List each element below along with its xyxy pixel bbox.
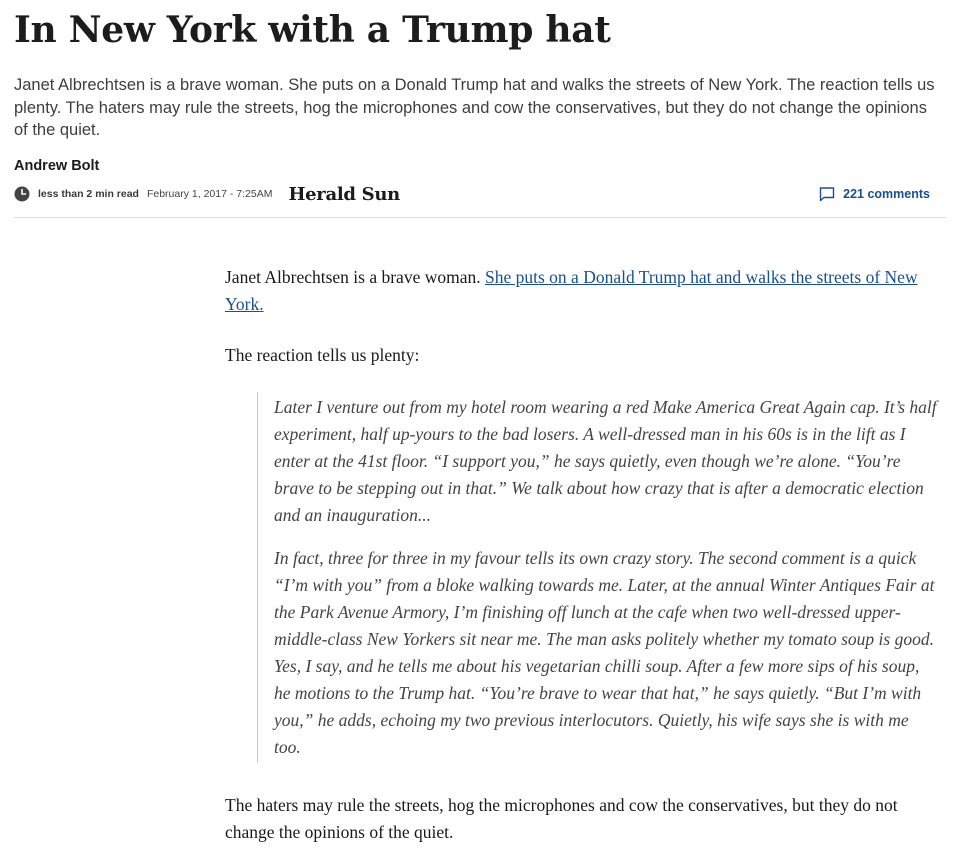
- author-name[interactable]: Andrew Bolt: [14, 158, 100, 174]
- quote-paragraph: In fact, three for three in my favour tells its own crazy story. The second comment is a quick “I’m with you” from a bloke walking towards me. Later, at the annual Winter Antiques Fair at the Park Avenue Armory, I’m finishing off lunch at the cafe when two well-dressed upper-middle-class New Yorkers sit near me. The man asks politely whether my tomato soup is good. Yes, I say, and he tells me about his vegetarian chilli soup. After a few more sips of his soup, he motions to the Trump hat. “You’re brave to wear that hat,” he says quietly. “But I’m with you,” he adds, echoing my two previous interlocutors. Quietly, his wife says she is with me too.: [274, 548, 935, 757]
- clock-icon: [14, 186, 30, 202]
- article-standfirst: Janet Albrechtsen is a brave woman. She puts on a Donald Trump hat and walks the streets of New York. The reaction tells us plenty. The haters may rule the streets, hog the microphones and cow the conservatives, but they do not change the opinions of the quiet.: [14, 76, 935, 139]
- body-paragraph: The reaction tells us plenty:: [225, 345, 420, 365]
- comments-link[interactable]: [819, 184, 930, 204]
- article-meta: [14, 180, 400, 208]
- comment-bubble-icon: [819, 186, 835, 202]
- comments-count-label[interactable]: 221 comments: [843, 187, 930, 201]
- publish-date: February 1, 2017 - 7:25AM: [146, 188, 273, 200]
- body-paragraph-text: Janet Albrechtsen is a brave woman.: [225, 267, 485, 287]
- quote-paragraph: Later I venture out from my hotel room wearing a red Make America Great Again cap. It’s half experiment, half up-yours to the bad losers. A well-dressed man in his 60s is in the lift as I enter at the 41st floor. “I support you,” he says quietly, even though we’re alone. “You’re brave to be stepping out in that.” We talk about how crazy that is after a democratic election and an inauguration...: [274, 397, 937, 525]
- source-article-link[interactable]: She puts on a Donald Trump hat and walks the streets of New York.: [225, 267, 918, 314]
- blockquote: [257, 392, 938, 763]
- masthead-logo[interactable]: Herald Sun: [288, 183, 400, 205]
- article-headline: In New York with a Trump hat: [14, 9, 611, 51]
- header-divider: [14, 217, 946, 218]
- read-time: less than 2 min read: [38, 188, 139, 200]
- body-paragraph: [225, 264, 937, 318]
- body-paragraph: The haters may rule the streets, hog the microphones and cow the conservatives, but they do not change the opinions of the quiet.: [225, 795, 898, 842]
